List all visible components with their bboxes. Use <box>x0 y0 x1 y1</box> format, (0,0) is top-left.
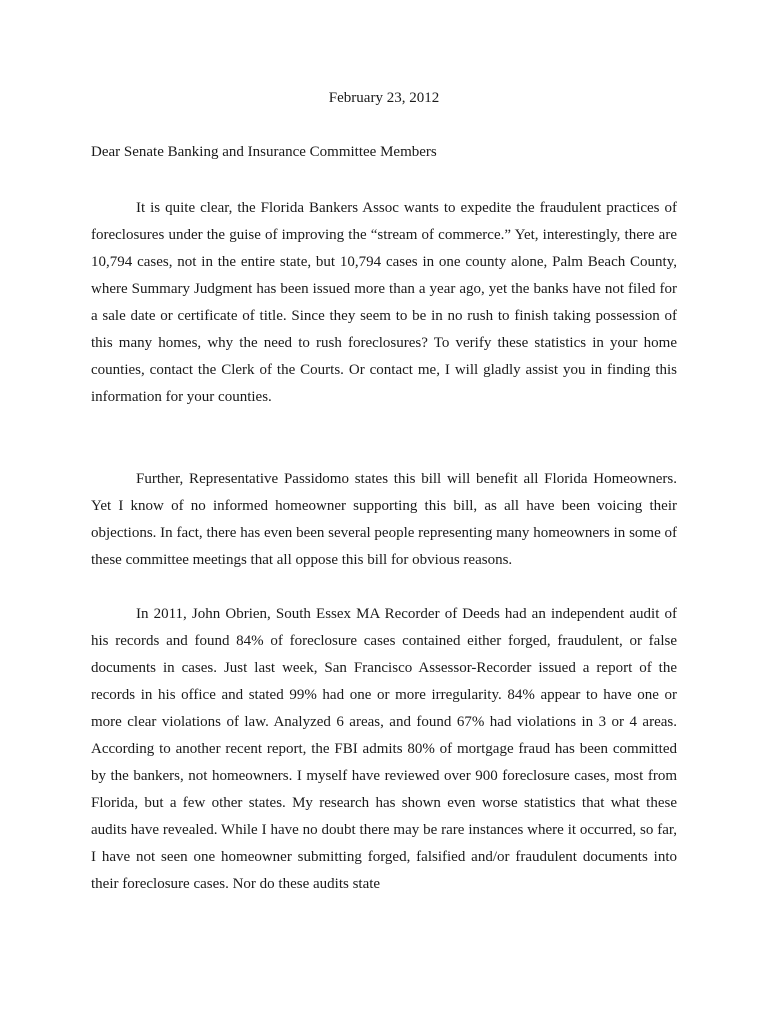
paragraph-3 <box>91 601 677 898</box>
letter-salutation: Dear Senate Banking and Insurance Committee Members <box>91 144 437 160</box>
paragraph-1-text: It is quite clear, the Florida Bankers Assoc wants to expedite the fraudulent practices of foreclosures under the guise of improving the “stream of commerce.” Yet, interestingly, there are 10,794 cases, not in the entire state, but 10,794 cases in one county alone, Palm Beach County, where Summary Judgment has been issued more than a year ago, yet the banks have not filed for a sale date or certificate of title. Since they seem to be in no rush to finish taking possession of this many homes, why the need to rush foreclosures? To verify these statistics in your home counties, contact the Clerk of the Courts. Or contact me, I will gladly assist you in finding this information for your counties. <box>91 200 677 405</box>
paragraph-1 <box>91 195 677 411</box>
letter-date: February 23, 2012 <box>328 90 440 106</box>
paragraph-3-text: In 2011, John Obrien, South Essex MA Recorder of Deeds had an independent audit of his records and found 84% of foreclosure cases contained either forged, fraudulent, or false documents in cases. Just last week, San Francisco Assessor-Recorder issued a report of the records in his office and stated 99% had one or more irregularity. 84% appear to have one or more clear violations of law. Analyzed 6 areas, and found 67% had violations in 3 or 4 areas. According to another recent report, the FBI admits 80% of mortgage fraud has been committed by the bankers, not homeowners. I myself have reviewed over 900 foreclosure cases, most from Florida, but a few other states. My research has shown even worse statistics that what these audits have revealed. While I have no doubt there may be rare instances where it occurred, so far, I have not seen one homeowner submitting forged, falsified and/or fraudulent documents into their foreclosure cases. Nor do these audits state <box>91 606 677 892</box>
paragraph-2-text: Further, Representative Passidomo states this bill will benefit all Florida Homeowners. Yet I know of no informed homeowner supporting this bill, as all have been voicing their objections. In fact, there has even been several people representing many homeowners in some of these committee meetings that all oppose this bill for obvious reasons. <box>91 471 677 568</box>
paragraph-2 <box>91 466 677 574</box>
